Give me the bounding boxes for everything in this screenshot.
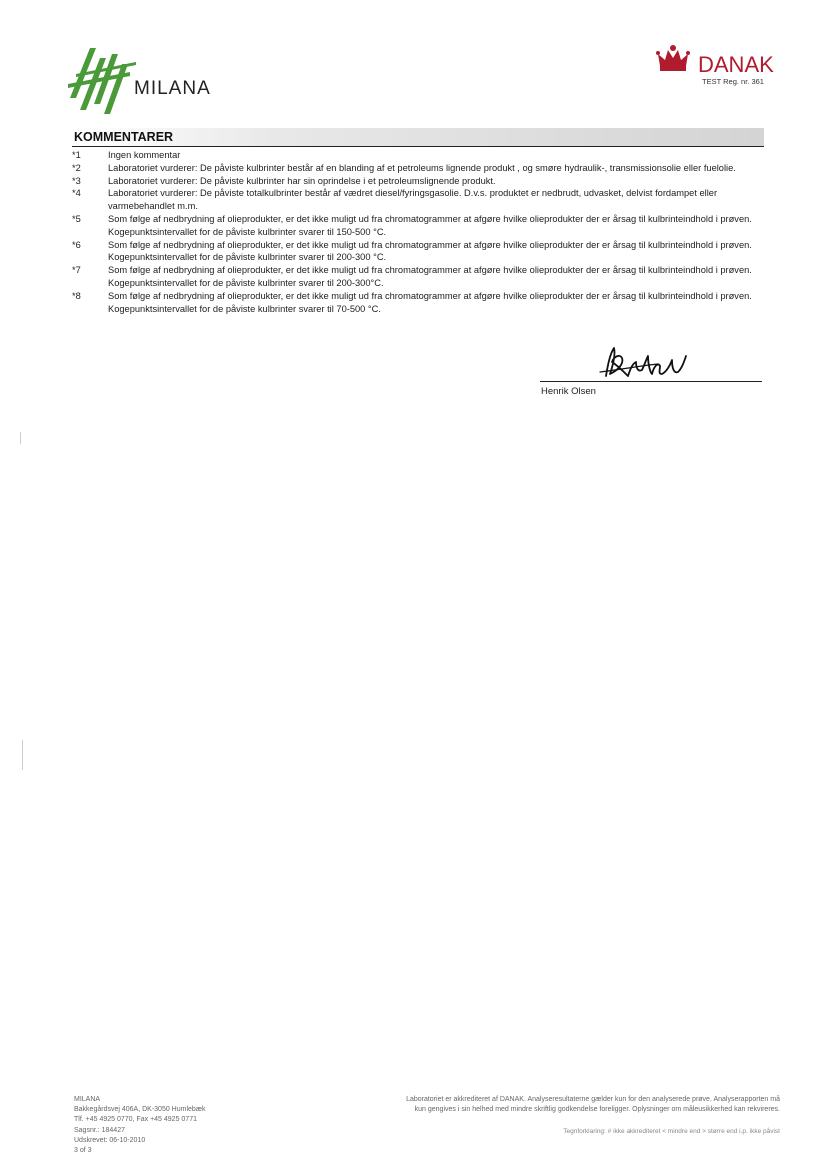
comment-text: Laboratoriet vurderer: De påviste kulbrinter har sin oprindelse i et petroleumslignende produkt. <box>108 175 496 186</box>
signature-line <box>540 381 762 382</box>
danak-name: DANAK <box>698 52 774 77</box>
comments-list <box>72 149 772 315</box>
footer-disclaimer <box>318 1095 780 1115</box>
comment-number: *1 <box>72 150 81 160</box>
comment-number: *5 <box>72 213 81 224</box>
comment-number: *4 <box>72 188 81 199</box>
footer-address <box>74 1095 206 1156</box>
page-number: 3 of 3 <box>74 1147 92 1155</box>
logo-wordmark: MILANA <box>134 78 211 99</box>
comment-number: *6 <box>72 239 81 250</box>
footer-line: Udskrevet: 06-10-2010 <box>74 1136 146 1144</box>
comment-number: *8 <box>72 290 81 301</box>
comment-text: Som følge af nedbrydning af olieprodukter, er det ikke muligt ud fra chromatogrammer at afgøre hvilke olieprodukter der er årsag til kulbrinteindhold i prøven. Kogepunktsintervallet for de påviste kulbrinter svarer til 150-500 °C. <box>108 213 752 237</box>
scan-speck <box>22 740 23 770</box>
comment-row <box>72 162 772 175</box>
comment-text: Som følge af nedbrydning af olieprodukter, er det ikke muligt ud fra chromatogrammer at afgøre hvilke olieprodukter der er årsag til kulbrinteindhold i prøven. Kogepunktsintervallet for de påviste kulbrinter svarer til 200-300°C. <box>108 265 752 288</box>
scan-speck <box>20 432 21 444</box>
handwritten-signature <box>598 342 690 382</box>
section-header-bar <box>72 128 764 147</box>
comment-number: *7 <box>72 265 81 276</box>
comment-text: Laboratoriet vurderer: De påviste kulbrinter består af en blanding af et petroleums lignende produkt , og smøre hydraulik-, transmissionsolie eller fuelolie. <box>108 162 736 173</box>
footer-line: kun gengives i sin helhed med mindre skriftlig godkendelse foreligger. Oplysninger om måleusikkerhed kan rekvireres. <box>414 1106 780 1114</box>
footer-line: Tlf. +45 4925 0770, Fax +45 4925 0771 <box>74 1116 197 1124</box>
comment-row <box>72 149 772 162</box>
section-title: KOMMENTARER <box>74 130 174 144</box>
footer-line: Laboratoriet er akkrediteret af DANAK. Analyseresultaterne gælder kun for den analyserede prøve. Analyserapporten må <box>406 1096 780 1103</box>
comment-number: *2 <box>72 162 81 173</box>
danak-registration: TEST Reg. nr. 361 <box>702 77 764 86</box>
footer-line: MILANA <box>74 1096 101 1103</box>
danak-accreditation-mark <box>656 44 786 90</box>
comment-row <box>72 213 772 239</box>
comment-text: Som følge af nedbrydning af olieprodukter, er det ikke muligt ud fra chromatogrammer at afgøre hvilke olieprodukter der er årsag til kulbrinteindhold i prøven. Kogepunktsintervallet for de påviste kulbrinter svarer til 70-500 °C. <box>108 290 752 314</box>
crown-icon <box>656 44 690 74</box>
comment-row <box>72 290 772 316</box>
comment-text: Ingen kommentar <box>108 150 181 160</box>
comment-row <box>72 264 772 290</box>
comment-text: Laboratoriet vurderer: De påviste totalkulbrinter består af vædret diesel/fyringsgasolie. D.v.s. produktet er nedbrudt, udvasket, delvist fordampet eller varmebehandlet m.m. <box>108 188 718 212</box>
comment-number: *3 <box>72 175 81 186</box>
footer-line: Sagsnr.: 184427 <box>74 1126 125 1134</box>
comment-row <box>72 239 772 265</box>
comment-row <box>72 175 772 188</box>
comment-text: Som følge af nedbrydning af olieprodukter, er det ikke muligt ud fra chromatogrammer at afgøre hvilke olieprodukter der er årsag til kulbrinteindhold i prøven. Kogepunktsintervallet for de påviste kulbrinter svarer til 200-300 °C. <box>108 239 752 263</box>
footer-legend: Tegnforklaring: # ikke akkrediteret < mindre end > større end i.p. ikke påvist <box>563 1128 780 1135</box>
signatory-name: Henrik Olsen <box>541 386 596 397</box>
comment-row <box>72 187 772 213</box>
footer-line: Bakkegårdsvej 406A, DK-3050 Humlebæk <box>74 1106 206 1114</box>
